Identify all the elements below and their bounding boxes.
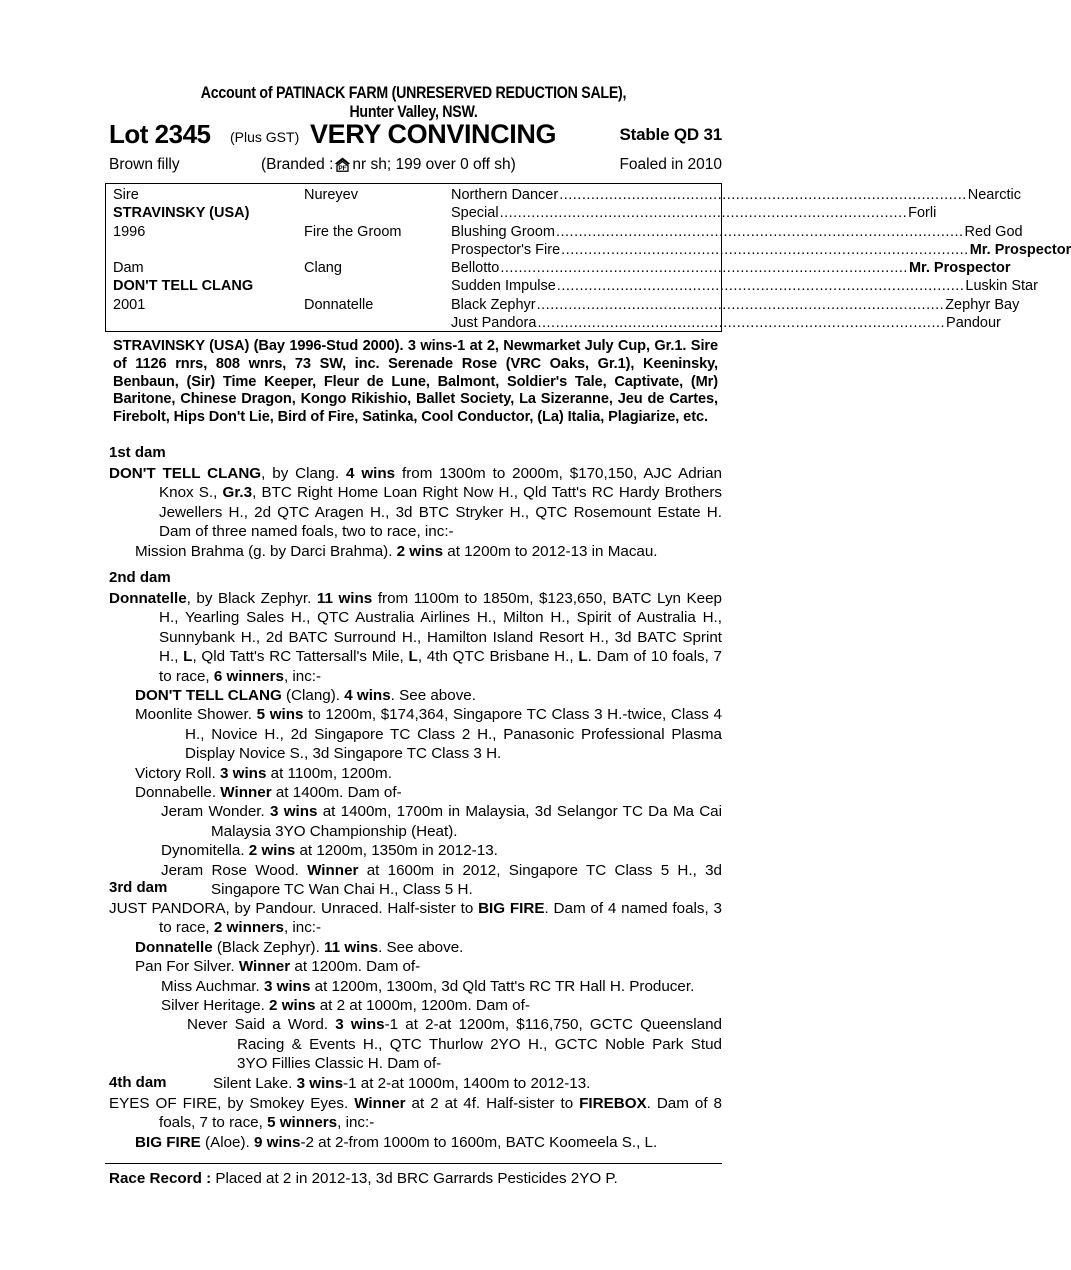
account-line-1: Account of PATINACK FARM (UNRESERVED REDUCTION SALE), [200, 84, 627, 102]
account-line-2: Hunter Valley, NSW. [349, 103, 478, 121]
pedigree-entry: BIG FIRE (Aloe). 9 wins-2 at 2-from 1000m to 1600m, BATC Koomeela S., L. [135, 1133, 658, 1151]
stable-allocation: Stable QD 31 [619, 125, 722, 144]
pedigree-cell-gen3 [451, 296, 1020, 314]
pedigree-entry: JUST PANDORA, by Pandour. Unraced. Half-sister to BIG FIRE. Dam of 4 named foals, 3 to race, 2 winners, inc:- [109, 900, 722, 937]
pedigree-dot-leader: .......................................................................................... [536, 296, 945, 313]
dam-heading: 2nd dam [109, 569, 171, 586]
pedigree-grandparent: Just Pandora [451, 315, 537, 332]
pedigree-dot-leader: .......................................................................................... [537, 315, 946, 332]
pedigree-grandparent: Sudden Impulse [451, 278, 556, 295]
brand-suffix: nr sh; 199 over 0 off sh) [352, 156, 516, 173]
pedigree-great-grandparent: Pandour [946, 315, 1001, 332]
dam-heading: 1st dam [109, 444, 166, 461]
pedigree-entry: Never Said a Word. 3 wins-1 at 2-at 1200m, $116,750, GCTC Queensland Racing & Events H., QTC Thurlow 2YO H., GCTC Noble Park Stud 3YO Fillies Classic H. Dam of- [187, 1016, 722, 1073]
dam-heading: 3rd dam [109, 879, 168, 896]
pedigree-cell-gen1: STRAVINSKY (USA) [113, 205, 250, 222]
pedigree-entry: DON'T TELL CLANG, by Clang. 4 wins from 1300m to 2000m, $170,150, AJC Adrian Knox S., Gr.3, BTC Right Home Loan Right Now H., Qld Tatt's RC Hardy Brothers Jewellers H., 2d QTC Aragen H., 3d BTC Stryker H., QTC Rosemount Estate H. Dam of three named foals, two to race, inc:- [109, 465, 722, 541]
pedigree-entry: Donnatelle, by Black Zephyr. 11 wins from 1100m to 1850m, $123,650, BATC Lyn Keep H., Yearling Sales H., QTC Australia Airlines H., Milton H., Spirit of Australia H., Sunnybank H., 2d BATC Surround H., Hamilton Island Resort H., 3d BATC Sprint H., L, Qld Tatt's RC Tattersall's Mile, L, 4th QTC Brisbane H., L. Dam of 10 foals, 7 to race, 6 winners, inc:- [109, 590, 722, 685]
pedigree-cell-gen3 [451, 277, 1038, 295]
dam-section [105, 443, 722, 561]
pedigree-row [106, 186, 1021, 204]
pedigree-grid [106, 184, 1071, 332]
brand-prefix: (Branded : [261, 156, 334, 173]
foaled-year: Foaled in 2010 [619, 156, 722, 173]
pedigree-cell-gen1: 2001 [113, 296, 146, 313]
pedigree-great-grandparent: Mr. Prospector [908, 260, 1011, 277]
pedigree-table [105, 183, 1071, 332]
pedigree-cell-gen3 [451, 204, 937, 222]
pedigree-grandparent: Bellotto [451, 260, 500, 277]
patinack-farm-brand-icon [334, 156, 351, 173]
pedigree-cell-gen3 [451, 241, 1071, 259]
pedigree-dot-leader: .......................................................................................... [499, 205, 908, 222]
pedigree-dot-leader: .......................................................................................... [556, 278, 965, 295]
pedigree-great-grandparent: Forli [908, 205, 937, 222]
pedigree-row [106, 223, 1023, 241]
pedigree-dot-leader: .......................................................................................... [500, 260, 908, 277]
brand-description [261, 154, 516, 176]
pedigree-great-grandparent: Red God [964, 223, 1023, 240]
pedigree-entry: Moonlite Shower. 5 wins to 1200m, $174,364, Singapore TC Class 3 H.-twice, Class 4 H., Novice H., 2d Singapore TC Class 2 H., Panasonic Professional Plasma Display Novice S., 3d Singapore TC Class 3 H. [135, 706, 722, 763]
horse-description-line [105, 154, 722, 178]
race-record [109, 1169, 722, 1189]
pedigree-grandparent: Black Zephyr [451, 296, 536, 313]
pedigree-cell-gen2: Fire the Groom [304, 223, 402, 240]
pedigree-cell-gen3 [451, 186, 1021, 204]
pedigree-entry: DON'T TELL CLANG (Clang). 4 wins. See above. [135, 687, 476, 705]
pedigree-dot-leader: .......................................................................................... [559, 187, 967, 203]
pedigree-great-grandparent: Zephyr Bay [945, 296, 1020, 313]
lot-number: Lot 2345 [109, 119, 211, 149]
coat-colour-sex: Brown filly [109, 156, 180, 173]
pedigree-entry: Pan For Silver. Winner at 1200m. Dam of- [135, 958, 421, 976]
dam-section [105, 1073, 722, 1152]
pedigree-entry: Donnatelle (Black Zephyr). 11 wins. See above. [135, 938, 464, 956]
dam-section [105, 878, 722, 1093]
pedigree-great-grandparent: Luskin Star [965, 278, 1038, 295]
pedigree-cell-gen1: 1996 [113, 223, 146, 240]
pedigree-dot-leader: .......................................................................................... [561, 241, 969, 258]
pedigree-great-grandparent: Nearctic [967, 187, 1021, 203]
pedigree-cell-gen3 [451, 223, 1023, 241]
pedigree-cell-gen1: DON'T TELL CLANG [113, 278, 254, 295]
pedigree-entry: Jeram Wonder. 3 wins at 1400m, 1700m in Malaysia, 3d Selangor TC Da Ma Cai Malaysia 3YO Championship (Heat). [161, 803, 722, 840]
lot-title-line [105, 119, 722, 151]
pedigree-cell-gen1: Sire [113, 187, 139, 203]
pedigree-entry: Mission Brahma (g. by Darci Brahma). 2 wins at 1200m to 2012-13 in Macau. [135, 542, 658, 560]
horse-name: VERY CONVINCING [310, 119, 557, 149]
pedigree-entry: Donnabelle. Winner at 1400m. Dam of- [135, 784, 402, 802]
pedigree-great-grandparent: Mr. Prospector [969, 241, 1071, 258]
pedigree-entry: Dynomitella. 2 wins at 1200m, 1350m in 2012-13. [161, 842, 498, 860]
pedigree-grandparent: Special [451, 205, 499, 222]
pedigree-entry: Silver Heritage. 2 wins at 2 at 1000m, 1200m. Dam of- [161, 997, 530, 1015]
pedigree-grandparent: Northern Dancer [451, 187, 559, 203]
pedigree-row [106, 277, 1038, 295]
pedigree-entry: Silent Lake. 3 wins-1 at 2-at 1000m, 1400m to 2012-13. [213, 1074, 591, 1092]
pedigree-row [106, 296, 1020, 314]
pedigree-entry: Jeram Rose Wood. Winner at 1600m in 2012, Singapore TC Class 5 H., 3d Singapore TC Wan Chai H., Class 5 H. [161, 861, 723, 899]
race-record-label: Race Record : [109, 1170, 212, 1187]
dam-heading: 4th dam [109, 1074, 167, 1091]
race-record-divider [105, 1163, 722, 1164]
pedigree-row [106, 241, 1071, 259]
pedigree-cell-gen2: Clang [304, 260, 342, 277]
account-header [148, 84, 679, 122]
pedigree-cell-gen2: Nureyev [304, 187, 358, 203]
pedigree-cell-gen2: Donnatelle [304, 296, 374, 313]
pedigree-row [106, 314, 1001, 332]
race-record-text: Placed at 2 in 2012-13, 3d BRC Garrards Pesticides 2YO P. [211, 1170, 618, 1187]
sire-summary: STRAVINSKY (USA) (Bay 1996-Stud 2000). 3 wins-1 at 2, Newmarket July Cup, Gr.1. Sire of 1126 rnrs, 808 wnrs, 73 SW, inc. Serenade Rose (VRC Oaks, Gr.1), Keeninsky, Benbaun, (Sir) Time Keeper, Fleur de Lune, Balmont, Soldier's Tale, Captivate, (Mr) Baritone, Chinese Dragon, Kongo Rikishio, Ballet Society, La Sizeranne, Jeu de Cartes, Firebolt, Hips Don't Lie, Bird of Fire, Satinka, Cool Conductor, (La) Italia, Plagiarize, etc. [113, 338, 718, 426]
svg-text:PF: PF [338, 165, 348, 173]
pedigree-row [106, 204, 937, 222]
pedigree-row [106, 259, 1011, 277]
pedigree-entry: Victory Roll. 3 wins at 1100m, 1200m. [135, 764, 392, 782]
pedigree-grandparent: Prospector's Fire [451, 241, 561, 258]
pedigree-grandparent: Blushing Groom [451, 223, 555, 240]
pedigree-cell-gen3 [451, 314, 1001, 332]
gst-note: (Plus GST) [230, 129, 300, 145]
pedigree-entry: EYES OF FIRE, by Smokey Eyes. Winner at 2 at 4f. Half-sister to FIREBOX. Dam of 8 foals, 7 to race, 5 winners, inc:- [109, 1095, 722, 1132]
pedigree-dot-leader: .......................................................................................... [555, 223, 964, 240]
pedigree-cell-gen1: Dam [113, 260, 144, 277]
pedigree-entry: Miss Auchmar. 3 wins at 1200m, 1300m, 3d Qld Tatt's RC TR Hall H. Producer. [161, 977, 695, 995]
pedigree-cell-gen3 [451, 259, 1011, 277]
dam-section [105, 568, 722, 900]
